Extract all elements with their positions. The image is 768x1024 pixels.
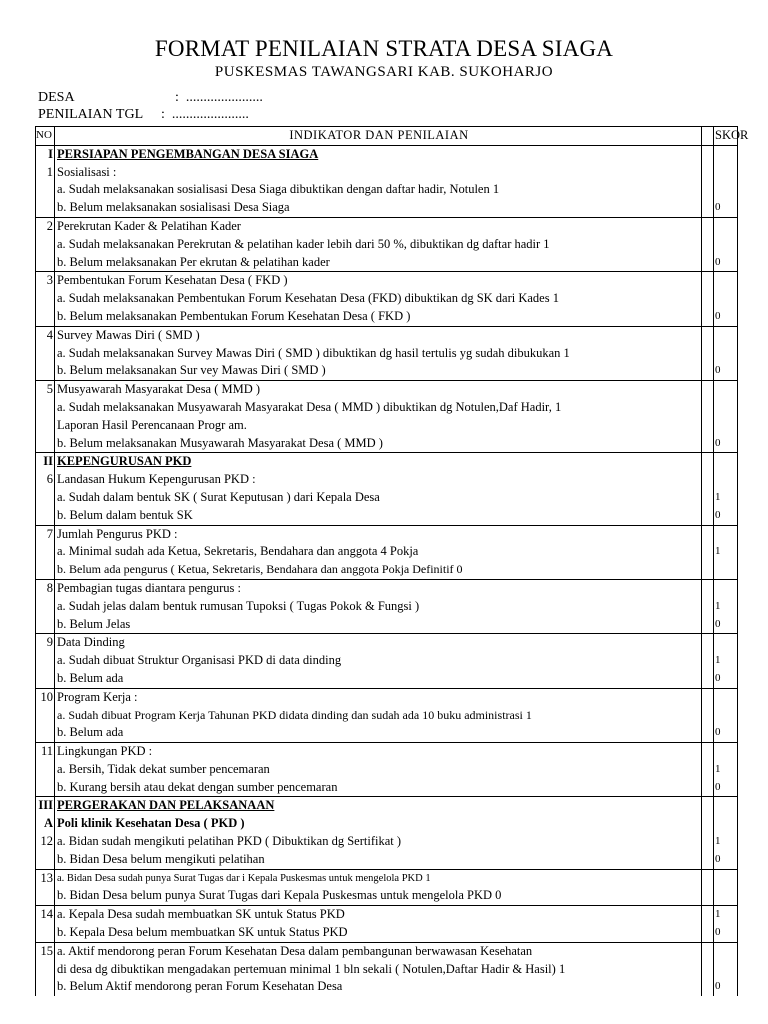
item-number: 1 — [36, 164, 55, 182]
header-indikator: INDIKATOR DAN PENILAIAN — [55, 127, 702, 146]
section-title: PERSIAPAN PENGEMBANGAN DESA SIAGA — [57, 146, 319, 161]
item-number: 2 — [36, 217, 55, 235]
assessment-table — [35, 126, 749, 996]
table-row — [36, 616, 738, 634]
option-b: b. Belum melaksanakan Sur vey Mawas Diri ( SMD ) — [55, 362, 702, 380]
item-number: 11 — [36, 743, 55, 761]
option-b: b. Kepala Desa belum membuatkan SK untuk Status PKD — [55, 924, 702, 942]
item-title: Program Kerja : — [55, 688, 702, 706]
item-number: 12 — [36, 833, 55, 851]
table-row — [36, 942, 738, 960]
subsection-letter: A — [36, 815, 55, 833]
option-a: a. Sudah dibuat Program Kerja Tahunan PKD didata dinding dan sudah ada 10 buku administrasi 1 — [55, 707, 702, 725]
table-row — [36, 435, 738, 453]
option-b: b. Belum melaksanakan Musyawarah Masyarakat Desa ( MMD ) — [55, 435, 702, 453]
table-row — [36, 417, 738, 435]
table-row — [36, 978, 738, 996]
table-row — [36, 217, 738, 235]
option-b: b. Kurang bersih atau dekat dengan sumber pencemaran — [55, 779, 702, 797]
skor-value: 0 — [714, 978, 738, 996]
table-row — [36, 724, 738, 742]
item-number: 15 — [36, 942, 55, 960]
table-row — [36, 761, 738, 779]
section-row — [36, 145, 738, 163]
page-subtitle: PUSKESMAS TAWANGSARI KAB. SUKOHARJO — [214, 64, 554, 80]
table-row — [36, 272, 738, 290]
option-a: a. Bidan sudah mengikuti pelatihan PKD ( Dibuktikan dg Sertifikat ) — [55, 833, 702, 851]
option-a-continued: Laporan Hasil Perencanaan Progr am. — [55, 417, 702, 435]
skor-value: 0 — [714, 362, 738, 380]
skor-value: 0 — [714, 924, 738, 942]
option-b: b. Belum dalam bentuk SK — [55, 507, 702, 525]
table-row — [36, 254, 738, 272]
section-number: III — [36, 797, 55, 815]
table-row — [36, 381, 738, 399]
item-number: 13 — [36, 869, 55, 887]
page-title: FORMAT PENILAIAN STRATA DESA SIAGA — [154, 36, 614, 61]
subsection-title: Poli klinik Kesehatan Desa ( PKD ) — [55, 815, 702, 833]
option-a: a. Bidan Desa sudah punya Surat Tugas dar i Kepala Puskesmas untuk mengelola PKD 1 — [55, 869, 702, 887]
item-number: 14 — [36, 906, 55, 924]
section-number: I — [36, 145, 55, 163]
table-header — [36, 127, 738, 146]
table-row — [36, 869, 738, 887]
table-row — [36, 579, 738, 597]
item-number: 8 — [36, 579, 55, 597]
section-row — [36, 453, 738, 471]
item-number: 4 — [36, 326, 55, 344]
tanggal-row — [38, 107, 249, 123]
item-title: Musyawarah Masyarakat Desa ( MMD ) — [55, 381, 702, 399]
item-title: Data Dinding — [55, 634, 702, 652]
item-title: Sosialisasi : — [55, 164, 702, 182]
skor-value: 1 — [714, 761, 738, 779]
table-row — [36, 961, 738, 979]
desa-value[interactable]: : ...................... — [175, 90, 263, 105]
subsection-row — [36, 815, 738, 833]
skor-value: 1 — [714, 543, 738, 561]
item-number: 7 — [36, 525, 55, 543]
skor-value: 1 — [714, 489, 738, 507]
item-number: 10 — [36, 688, 55, 706]
option-b: b. Belum melaksanakan Per ekrutan & pelatihan kader — [55, 254, 702, 272]
option-a-continued: di desa dg dibuktikan mengadakan pertemuan minimal 1 bln sekali ( Notulen,Daftar Hadir & Hasil) 1 — [55, 961, 702, 979]
section-title: KEPENGURUSAN PKD — [57, 454, 192, 469]
table-row — [36, 598, 738, 616]
option-a: a. Bersih, Tidak dekat sumber pencemaran — [55, 761, 702, 779]
table-row — [36, 851, 738, 869]
item-title: Jumlah Pengurus PKD : — [55, 525, 702, 543]
item-number: 9 — [36, 634, 55, 652]
header-no: NO — [36, 127, 55, 146]
item-title: Pembagian tugas diantara pengurus : — [55, 579, 702, 597]
table-row — [36, 561, 738, 579]
table-row — [36, 543, 738, 561]
section-number: II — [36, 453, 55, 471]
option-a: a. Kepala Desa sudah membuatkan SK untuk Status PKD — [55, 906, 702, 924]
option-a: a. Aktif mendorong peran Forum Kesehatan Desa dalam pembangunan berwawasan Kesehatan — [55, 942, 702, 960]
option-a: a. Sudah melaksanakan Musyawarah Masyarakat Desa ( MMD ) dibuktikan dg Notulen,Daf Hadir, 1 — [55, 399, 702, 417]
table-row — [36, 181, 738, 199]
table-row — [36, 670, 738, 688]
option-a: a. Sudah melaksanakan sosialisasi Desa Siaga dibuktikan dengan daftar hadir, Notulen 1 — [55, 181, 702, 199]
section-title: PERGERAKAN DAN PELAKSANAAN — [57, 798, 275, 813]
table-row — [36, 399, 738, 417]
tanggal-value[interactable]: : ...................... — [161, 107, 249, 122]
option-a: a. Sudah melaksanakan Survey Mawas Diri ( SMD ) dibuktikan dg hasil tertulis yg sudah dibukukan 1 — [55, 345, 702, 363]
option-b: b. Belum melaksanakan sosialisasi Desa Siaga — [55, 199, 702, 217]
option-b: b. Belum ada — [55, 724, 702, 742]
desa-label: DESA — [38, 90, 75, 105]
table-row — [36, 326, 738, 344]
skor-value: 0 — [714, 254, 738, 272]
tanggal-label: PENILAIAN TGL — [38, 107, 144, 122]
skor-value: 0 — [714, 199, 738, 217]
section-row — [36, 797, 738, 815]
option-b: b. Belum melaksanakan Pembentukan Forum Kesehatan Desa ( FKD ) — [55, 308, 702, 326]
skor-value: 1 — [714, 833, 738, 851]
option-a: a. Minimal sudah ada Ketua, Sekretaris, Bendahara dan anggota 4 Pokja — [55, 543, 702, 561]
table-row — [36, 507, 738, 525]
skor-value: 0 — [714, 616, 738, 634]
item-number: 5 — [36, 381, 55, 399]
table-row — [36, 887, 738, 905]
table-row — [36, 707, 738, 725]
table-row — [36, 308, 738, 326]
table-row — [36, 199, 738, 217]
option-a: a. Sudah melaksanakan Pembentukan Forum Kesehatan Desa (FKD) dibuktikan dg SK dari Kades 1 — [55, 290, 702, 308]
option-a: a. Sudah dibuat Struktur Organisasi PKD di data dinding — [55, 652, 702, 670]
option-b: b. Bidan Desa belum punya Surat Tugas dari Kepala Puskesmas untuk mengelola PKD 0 — [55, 887, 702, 905]
desa-row — [38, 90, 263, 106]
item-number: 3 — [36, 272, 55, 290]
option-a: a. Sudah jelas dalam bentuk rumusan Tupoksi ( Tugas Pokok & Fungsi ) — [55, 598, 702, 616]
option-a: a. Sudah dalam bentuk SK ( Surat Keputusan ) dari Kepala Desa — [55, 489, 702, 507]
table-row — [36, 362, 738, 380]
skor-value: 1 — [714, 906, 738, 924]
table-row — [36, 833, 738, 851]
skor-value: 0 — [714, 435, 738, 453]
option-b: b. Belum ada pengurus ( Ketua, Sekretaris, Bendahara dan anggota Pokja Definitif 0 — [55, 561, 702, 579]
table-row — [36, 779, 738, 797]
table-row — [36, 688, 738, 706]
table-row — [36, 906, 738, 924]
item-title: Pembentukan Forum Kesehatan Desa ( FKD ) — [55, 272, 702, 290]
item-title: Landasan Hukum Kepengurusan PKD : — [55, 471, 702, 489]
option-b: b. Belum Aktif mendorong peran Forum Kesehatan Desa — [55, 978, 702, 996]
table-row — [36, 489, 738, 507]
skor-value: 1 — [714, 652, 738, 670]
skor-value: 1 — [714, 598, 738, 616]
table-row — [36, 164, 738, 182]
item-title: Perekrutan Kader & Pelatihan Kader — [55, 217, 702, 235]
item-title: Lingkungan PKD : — [55, 743, 702, 761]
option-b: b. Bidan Desa belum mengikuti pelatihan — [55, 851, 702, 869]
skor-value: 0 — [714, 670, 738, 688]
table-row — [36, 634, 738, 652]
skor-value: 0 — [714, 308, 738, 326]
table-row — [36, 290, 738, 308]
option-b: b. Belum Jelas — [55, 616, 702, 634]
skor-value: 0 — [714, 507, 738, 525]
skor-value: 0 — [714, 851, 738, 869]
option-a: a. Sudah melaksanakan Perekrutan & pelatihan kader lebih dari 50 %, dibuktikan dg daftar hadir 1 — [55, 236, 702, 254]
table-row — [36, 236, 738, 254]
item-title: Survey Mawas Diri ( SMD ) — [55, 326, 702, 344]
skor-value: 0 — [714, 724, 738, 742]
skor-value: 0 — [714, 779, 738, 797]
table-row — [36, 743, 738, 761]
table-row — [36, 924, 738, 942]
option-b: b. Belum ada — [55, 670, 702, 688]
table-row — [36, 345, 738, 363]
table-row — [36, 652, 738, 670]
header-skor: SKOR — [714, 127, 738, 146]
item-number: 6 — [36, 471, 55, 489]
table-row — [36, 525, 738, 543]
table-row — [36, 471, 738, 489]
